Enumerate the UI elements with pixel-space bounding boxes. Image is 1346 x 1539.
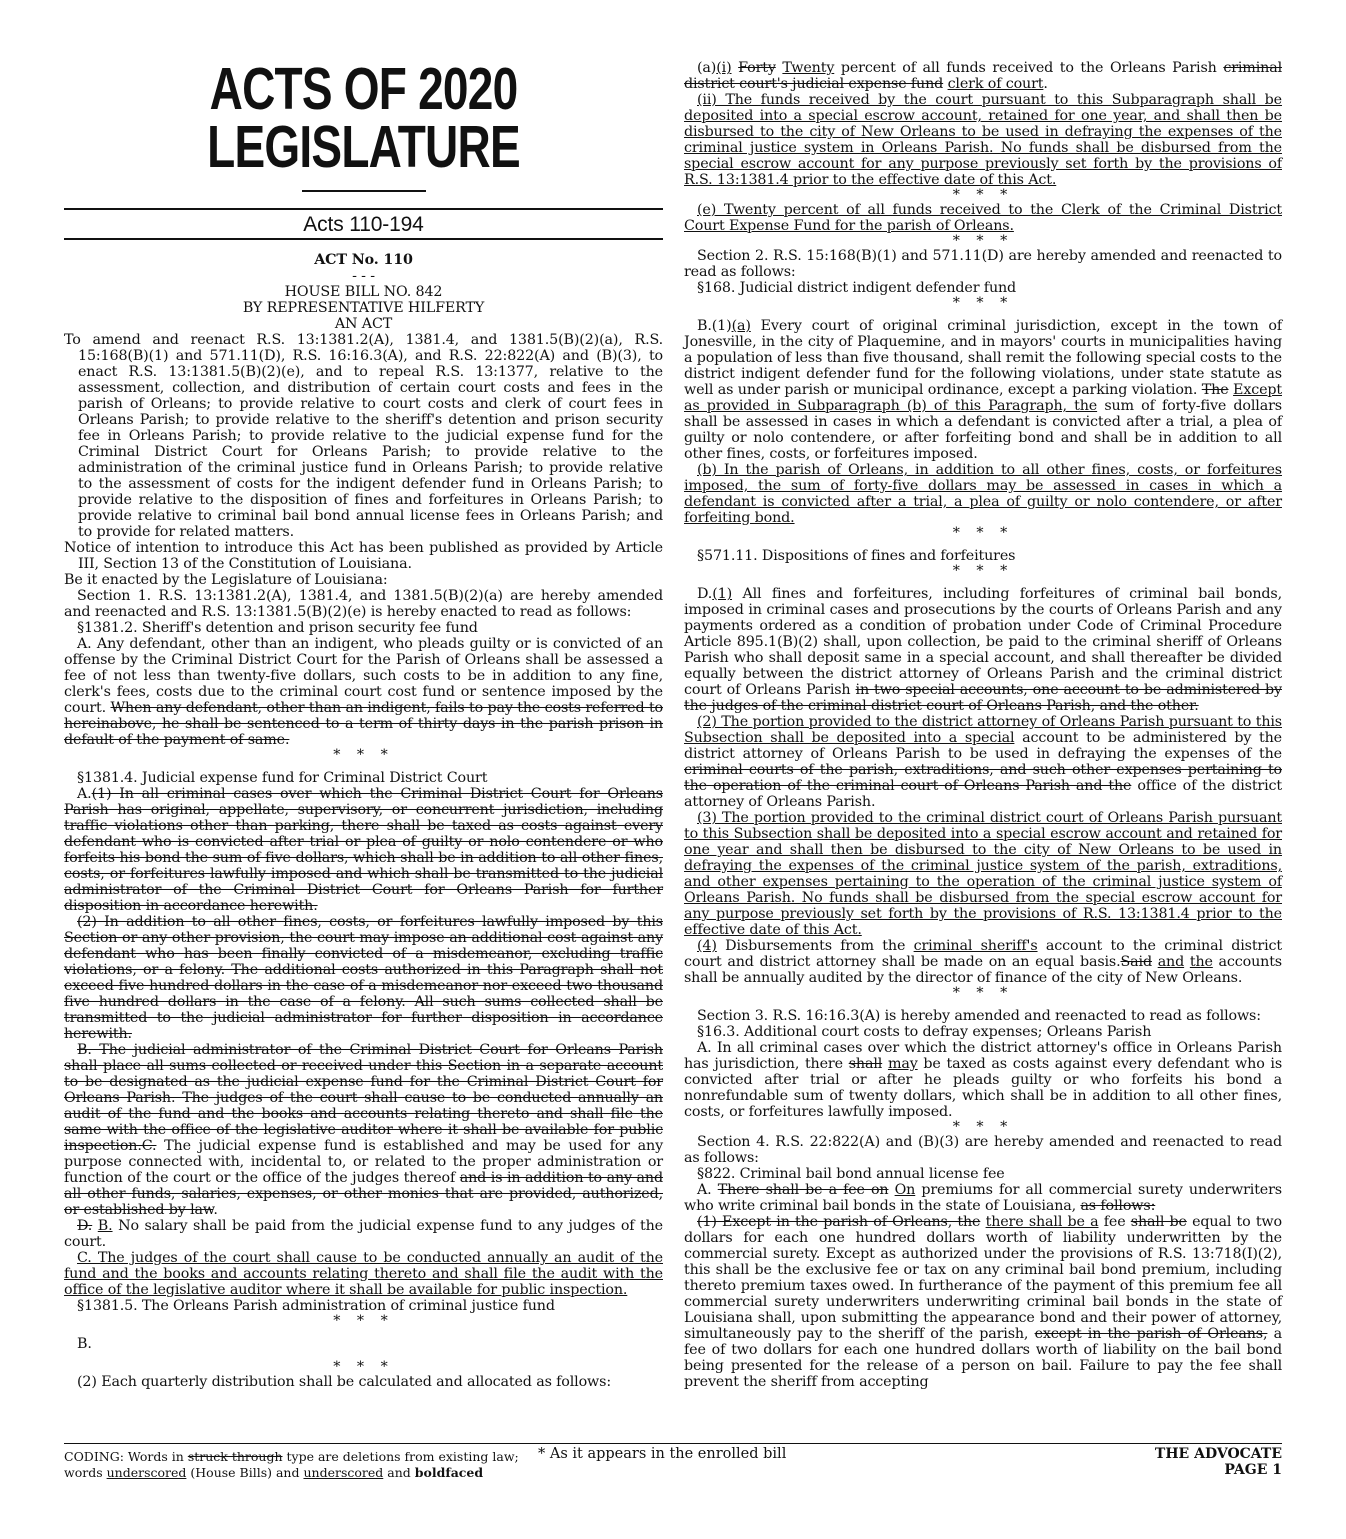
asterisks: * * * <box>952 1119 1014 1135</box>
text: Disbursements from the <box>725 938 906 954</box>
text: No salary shall be paid from the judicial expense fund to any judges of the court. <box>64 1218 663 1250</box>
struck-text: Forty <box>738 60 776 76</box>
paragraph-822-A <box>684 1182 1282 1214</box>
publisher-name: THE ADVOCATE <box>1154 1446 1282 1462</box>
struck-text: (2) In addition to all other fines, costs, or forfeitures lawfully imposed by this Section or any other provision, the court may impose an additional cost against any defendant who has been finally convicted of a misdemeanor, excluding traffic violations, or a felony. The additional costs authorized in this Paragraph shall not exceed five hundred dollars in the case of a misdemeanor nor exceed two thousand five hundred dollars in the case of a felony. All such sums collected shall be transmitted to the judicial administrator for further disposition in accordance herewith. <box>64 914 663 1042</box>
coding-legend <box>64 1449 524 1481</box>
text: CODING: Words in <box>64 1449 184 1464</box>
section-heading-16-3: §16.3. Additional court costs to defray expenses; Orleans Parish <box>697 1024 1152 1040</box>
asterisks: * * * <box>952 295 1014 311</box>
text: The judicial expense fund is established and may be used for any purpose connected with, incidental to, or related to the proper administration or function of the court or the office of the judges thereof <box>64 1138 664 1186</box>
struck-text: B. The judicial administrator of the Criminal District Court for Orleans Parish shall place all sums collected or received under this Section in a separate account to be designated as the judicial expense fund for the Criminal District Court for Orleans Parish. The judges of the court shall cause to be conducted annually an audit of the fund and the books and accounts relating thereto and shall file the same with the office of the legislative auditor where it shall be available for public inspection.C. <box>64 1042 663 1154</box>
bold-sample: boldfaced <box>414 1465 484 1480</box>
an-act: AN ACT <box>334 316 393 332</box>
underlined-text: (ii) The funds received by the court pursuant to this Subparagraph shall be deposited into a special escrow account, retained for one year, and shall then be disbursed to the city of New Orleans to be used in defraying the expenses of the criminal justice system in Orleans Parish. No funds shall be disbursed from the special escrow account for any purpose previously set forth by the provisions of R.S. 13:1381.4 prior to the effective date of this Act. <box>684 92 1282 188</box>
paragraph-571-D4 <box>684 938 1282 986</box>
struck-text: and is in addition to any and all other funds, salaries, expenses, or other monies that are provided, authorized, or established by law <box>64 1170 663 1218</box>
masthead <box>64 56 663 240</box>
struck-text: as follows: <box>1080 1198 1156 1214</box>
text: (House Bills) and <box>190 1465 300 1480</box>
underlined-text: and <box>1157 954 1185 970</box>
asterisks: * * * <box>952 187 1014 203</box>
struck-text: shall be <box>1130 1214 1187 1230</box>
paragraph-168-b <box>684 462 1282 526</box>
label-new: (4) <box>697 938 717 954</box>
struck-text: except in the parish of Orleans, <box>1034 1326 1268 1342</box>
paragraph-571-D2 <box>684 714 1282 810</box>
struck-text: Said <box>1120 954 1152 970</box>
page-number: PAGE 1 <box>1224 1462 1282 1478</box>
paragraph-1381-5-B2: (2) Each quarterly distribution shall be calculated and allocated as follows: <box>77 1374 611 1390</box>
paragraph-1381-4-B-new <box>64 1218 663 1250</box>
underlined-text: (3) The portion provided to the criminal district court of Orleans Parish pursuant to this Subsection shall be deposited into a special escrow account and retained for one year and shall then be disbursed to the city of New Orleans to be used in defraying the expenses of the criminal justice system of the parish, extraditions, and other expenses pertaining to the operation of the criminal justice system of Orleans Parish. No funds shall be disbursed from the special escrow account for any purpose previously set forth by the provisions of R.S. 13:1381.4 prior to the effective date of this Act. <box>684 810 1282 938</box>
struck-text: (1) In all criminal cases over which the Criminal District Court for Orleans Parish has original, appellate, supervisory, or concurrent jurisdiction, including traffic violations other than parking, there shall be taxed as costs against every defendant who is convicted after trial or plea of guilty or nolo contendere or who forfeits his bond the sum of five dollars, which shall be in addition to all other fines, costs, or forfeitures lawfully imposed and which shall be transmitted to the judicial administrator of the Criminal District Court for Orleans Parish for further disposition in accordance herewith. <box>64 786 663 914</box>
struck-text: When any defendant, other than an indigent, fails to pay the costs referred to hereinabove, he shall be sentenced to a term of thirty days in the parish prison in default of the payment of same. <box>64 700 663 748</box>
text: percent of all funds received to the Orleans Parish <box>840 60 1217 76</box>
text: account to be administered by the district attorney of Orleans Parish to be used in defraying the expenses of the <box>684 730 1282 762</box>
label: D. <box>697 586 713 602</box>
text: A. In all criminal cases over which the district attorney's office in Orleans Parish has jurisdiction, there <box>684 1040 1282 1072</box>
text: account to the criminal district court and district attorney shall be made on an equal basis. <box>684 938 1282 970</box>
section-1: Section 1. R.S. 13:1381.2(A), 1381.4, and 1381.5(B)(2)(a) are hereby amended and reenacted and R.S. 13:1381.5(B)(2)(e) is hereby enacted to read as follows: <box>64 588 663 620</box>
label-new: (a) <box>731 318 751 334</box>
paragraph-1381-4-A2 <box>64 914 663 1042</box>
text: office of the district attorney of Orleans Parish. <box>684 778 1282 810</box>
section-heading-571-11: §571.11. Dispositions of fines and forfeitures <box>697 548 1016 564</box>
asterisks: * * * <box>952 525 1014 541</box>
struck-text: criminal district court's judicial expense fund <box>684 60 1282 92</box>
page-footer <box>64 1443 1282 1480</box>
title-line-2: LEGISLATURE <box>207 114 520 180</box>
paragraph-571-D1 <box>684 586 1282 714</box>
asterisks: * * * <box>952 985 1014 1001</box>
struck-text: shall <box>848 1056 883 1072</box>
bill-number: HOUSE BILL NO. 842 <box>284 284 443 300</box>
text: type are deletions from existing law; words <box>64 1449 519 1480</box>
label: (a) <box>697 60 717 76</box>
paragraph-a-i: (a)(i) Forty Twenty percent of all funds received to the Orleans Parish criminal district court's judicial expense fund clerk of court. <box>684 60 1282 92</box>
section-heading-168: §168. Judicial district indigent defender fund <box>697 280 1017 296</box>
paragraph-e <box>684 202 1282 234</box>
notice-paragraph: Notice of intention to introduce this Act has been published as provided by Article III, Section 13 of the Constitution of Louisiana. <box>64 540 663 572</box>
struck-sample: struck through <box>187 1449 283 1464</box>
section-heading-1381-4: §1381.4. Judicial expense fund for Criminal District Court <box>77 770 488 786</box>
underlined-text: clerk of court <box>947 76 1044 92</box>
bill-sponsor: BY REPRESENTATIVE HILFERTY <box>242 300 485 316</box>
section-heading-1381-5: §1381.5. The Orleans Parish administration of criminal justice fund <box>77 1298 555 1314</box>
text: Every court of original criminal jurisdiction, except in the town of Jonesville, in the city of Plaquemine, and in mayors' courts in municipalities having a population of less than five thousand, shall remit the following special costs to the district indigent defender fund for the following violations, under state statute as well as under parish or municipal ordinance, except a parking violation. <box>684 318 1282 398</box>
label: A. <box>77 786 92 802</box>
struck-text: criminal courts of the parish, extraditions, and such other expenses pertaining to the operation of the criminal court of Orleans Parish and the <box>684 762 1282 794</box>
section-3: Section 3. R.S. 16:16.3(A) is hereby amended and reenacted to read as follows: <box>697 1008 1261 1024</box>
paragraph-571-D3 <box>684 810 1282 938</box>
asterisks: * * * <box>333 747 394 763</box>
asterisks: * * * <box>952 563 1014 579</box>
text: sum of forty-five dollars shall be assessed in cases in which a defendant is convicted after a trial, a plea of guilty or nolo contendere, or after forfeiting bond and shall be in addition to all other fines, costs, or forfeitures imposed. <box>684 398 1282 462</box>
subsection-B: B. <box>77 1336 92 1352</box>
text: and <box>387 1465 411 1480</box>
asterisks: * * * <box>333 1359 394 1375</box>
enrolled-note: * As it appears in the enrolled bill <box>538 1446 787 1462</box>
act-separator: - - - <box>352 268 375 284</box>
label-new: (i) <box>716 60 732 76</box>
new-label: B. <box>97 1218 113 1234</box>
struck-text: (1) Except in the parish of Orleans, the <box>697 1214 981 1230</box>
paragraph-16-3-A <box>684 1040 1282 1120</box>
underlined-text: criminal sheriff's <box>913 938 1038 954</box>
text: equal to two dollars for each one hundred dollars worth of liability underwritten by the commercial surety. Except as authorized under the provisions of R.S. 13:718(I)(2), this shall be the exclusive fee or tax on any criminal bail bond premium, including thereto premium taxes owed. In furtherance of the payment of this premium fee all commercial surety underwriters underwriting criminal bail bonds in the state of Louisiana shall, upon submitting the appearance bond and their power of attorney, simultaneously pay to the sheriff of the parish, <box>684 1214 1282 1342</box>
underlined-text: Twenty <box>782 60 835 76</box>
enacting-clause: Be it enacted by the Legislature of Louisiana: <box>64 572 388 588</box>
underlined-text: (2) The portion provided to the district attorney of Orleans Parish pursuant to this Subsection shall be deposited into a special <box>684 714 1282 746</box>
underlined-sample: underscored <box>303 1465 384 1480</box>
publication-info <box>1155 1446 1282 1478</box>
text: premiums for all commercial surety underwriters who write criminal bail bonds in the state of Louisiana, <box>684 1182 1282 1214</box>
section-heading-1381-2: §1381.2. Sheriff's detention and prison security fee fund <box>77 620 478 636</box>
paragraph-1381-4-A1 <box>64 786 663 914</box>
paragraph-a-ii <box>684 92 1282 188</box>
underlined-text: the <box>1189 954 1213 970</box>
act-intro: To amend and reenact R.S. 13:1381.2(A), 1381.4, and 1381.5(B)(2)(a), R.S. 15:168(B)(1) and 571.11(D), R.S. 16:16.3(A), and R.S. 22:822(A) and (B)(3), to enact R.S. 13:1381.5(B)(2)(e), and to repeal R.S. 13:1377, relative to the assessment, collection, and distribution of certain court costs and fees in the parish of Orleans; to provide relative to court costs and clerk of court fees in Orleans Parish; to provide relative to the sheriff's detention and prison security fee in Orleans Parish; to provide relative to the judicial expense fund for the Criminal District Court for Orleans Parish; to provide relative to the administration of the criminal justice fund in Orleans Parish; to provide relative to the assessment of costs for the indigent defender fund in Orleans Parish; to provide relative to the disposition of fines and forfeitures in Orleans Parish; to provide relative to criminal bail bond annual license fees in Orleans Parish; and to provide for related matters. <box>64 332 663 540</box>
text: a fee of two dollars for each one hundred dollars worth of liability on the bail bond being presented for the release of a person on bail. Failure to pay the fee shall prevent the sheriff from accepting <box>684 1326 1282 1390</box>
paragraph-1381-4-B-C: B. The judicial administrator of the Criminal District Court for Orleans Parish shall place all sums collected or received under this Section in a separate account to be designated as the judicial expense fund for the Criminal District Court for Orleans Parish. The judges of the court shall cause to be conducted annually an audit of the fund and the books and accounts relating thereto and shall file the same with the office of the legislative auditor where it shall be available for public inspection.C. The judicial expense fund is established and may be used for any purpose connected with, incidental to, or related to the proper administration or function of the court or the office of the judges thereof and is in addition to any and all other funds, salaries, expenses, or other monies that are provided, authorized, or established by law. <box>64 1042 664 1218</box>
short-divider <box>302 190 426 192</box>
underlined-text: may <box>887 1056 918 1072</box>
underlined-text: C. The judges of the court shall cause to be conducted annually an audit of the fund and the books and accounts relating thereto and shall file the audit with the office of the legislative auditor where it shall be available for public inspection. <box>64 1250 663 1298</box>
section-4: Section 4. R.S. 22:822(A) and (B)(3) are hereby amended and reenacted to read as follows: <box>684 1134 1282 1166</box>
underlined-sample: underscored <box>106 1465 187 1480</box>
left-column <box>64 56 664 1390</box>
paragraph-822-A1 <box>684 1214 1282 1390</box>
struck-text: in two special accounts, one account to be administered by the judges of the criminal district court of Orleans Parish, and the other. <box>684 682 1282 714</box>
text: be taxed as costs against every defendant who is convicted after trial or after he pleads guilty or who forfeits his bond a nonrefundable sum of twenty dollars, which shall be in addition to all other fines, costs, or forfeitures lawfully imposed. <box>684 1056 1283 1120</box>
paragraph-1381-4-C-new <box>64 1250 663 1298</box>
underlined-text: On <box>894 1182 916 1198</box>
right-column <box>684 60 1282 1390</box>
divider <box>64 238 663 240</box>
text: All fines and forfeitures, including forfeitures of criminal bail bonds, imposed in criminal cases and prosecutions by the courts of Orleans Parish and any payments ordered as a condition of probation under Code of Criminal Procedure Article 895.1(B)(2) shall, upon collection, be paid to the criminal sheriff of Orleans Parish who shall deposit same in a special account, and shall thereafter be divided equally between the district attorney of Orleans Parish and the criminal district court of Orleans Parish <box>684 586 1282 698</box>
text: A. Any defendant, other than an indigent, who pleads guilty or is convicted of an offense by the Criminal District Court for the Parish of Orleans shall be assessed a fee of not less than twenty-five dollars, such costs to be in addition to any fine, clerk's fees, costs due to the criminal court cost fund or sentence imposed by the court. <box>64 636 663 716</box>
masthead-title <box>130 56 597 180</box>
act-number: ACT No. 110 <box>314 252 413 268</box>
paragraph-168-B1 <box>684 318 1282 462</box>
acts-range: Acts 110-194 <box>303 213 424 236</box>
asterisks: * * * <box>952 233 1014 249</box>
underlined-text: there shall be a <box>985 1214 1099 1230</box>
struck-text: There shall be a fee on <box>717 1182 889 1198</box>
section-2: Section 2. R.S. 15:168(B)(1) and 571.11(D) are hereby amended and reenacted to read as follows: <box>684 248 1282 280</box>
label: B.(1) <box>697 318 732 334</box>
struck-label: D. <box>77 1218 93 1234</box>
underlined-text: (e) Twenty percent of all funds received to the Clerk of the Criminal District Court Expense Fund for the parish of Orleans. <box>684 202 1282 234</box>
underlined-text: (b) In the parish of Orleans, in addition to all other fines, costs, or forfeitures imposed, the sum of forty-five dollars may be assessed in cases in which a defendant is convicted after a trial, a plea of guilty or nolo contendere, or after forfeiting bond. <box>684 462 1282 526</box>
text: accounts shall be annually audited by the director of finance of the city of New Orleans. <box>684 954 1282 986</box>
asterisks: * * * <box>333 1313 394 1329</box>
label: A. <box>697 1182 712 1198</box>
label-new: (1) <box>712 586 733 602</box>
struck-text: The <box>1201 382 1229 398</box>
underlined-text: Except as provided in Subparagraph (b) of this Paragraph, the <box>684 382 1282 414</box>
text: fee <box>1103 1214 1126 1230</box>
paragraph-1381-2-A <box>64 636 663 748</box>
title-line-1: ACTS OF 2020 <box>209 56 518 122</box>
section-heading-822: §822. Criminal bail bond annual license fee <box>697 1166 1005 1182</box>
